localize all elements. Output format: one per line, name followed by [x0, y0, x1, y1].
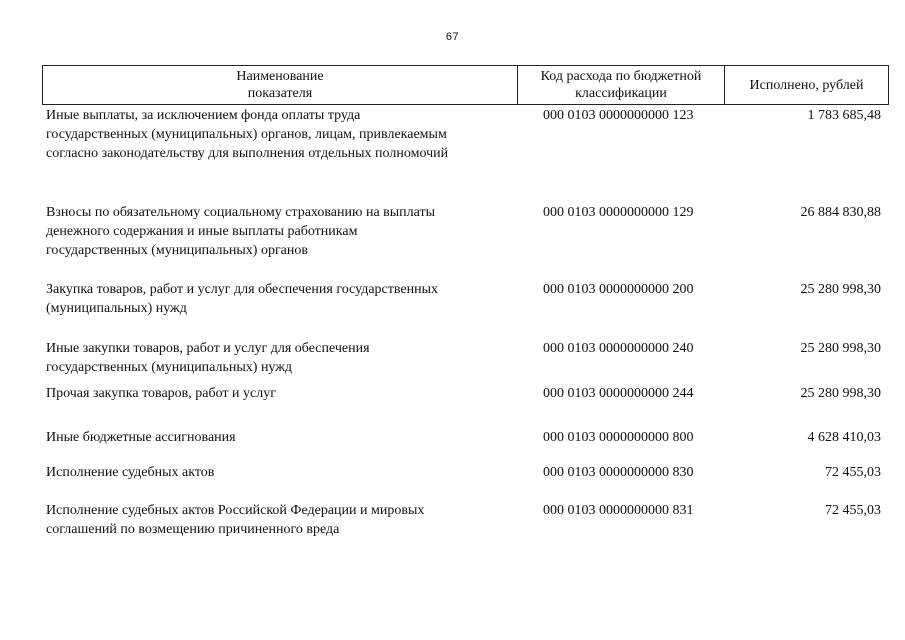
row-name: Взносы по обязательному социальному страхованию на выплаты денежного содержания и иные выплаты работникам государственных (муниципальных) органов: [46, 205, 436, 258]
row-name: Прочая закупка товаров, работ и услуг: [46, 386, 276, 401]
row-amount: 25 280 998,30: [800, 282, 881, 297]
row-amount: 72 455,03: [825, 503, 881, 518]
row-code: 000 0103 0000000000 830: [543, 465, 694, 480]
row-code: 000 0103 0000000000 123: [543, 108, 694, 123]
row-code: 000 0103 0000000000 240: [543, 341, 694, 356]
row-name: Исполнение судебных актов: [46, 465, 215, 480]
header-code-label: Код расхода по бюджетной классификации: [540, 69, 702, 101]
row-name: Исполнение судебных актов Российской Федерации и мировых соглашений по возмещению причиненного вреда: [46, 503, 425, 537]
header-name-label: Наименование показателя: [236, 69, 324, 101]
header-cell-name: [43, 66, 518, 104]
row-amount: 25 280 998,30: [800, 341, 881, 356]
row-name: Иные закупки товаров, работ и услуг для обеспечения государственных (муниципальных) нужд: [46, 341, 370, 375]
row-code: 000 0103 0000000000 831: [543, 503, 694, 518]
row-code: 000 0103 0000000000 800: [543, 430, 694, 445]
row-amount: 72 455,03: [825, 465, 881, 480]
row-code: 000 0103 0000000000 200: [543, 282, 694, 297]
header-cell-amount: [725, 66, 888, 104]
header-cell-code: [518, 66, 725, 104]
row-name: Закупка товаров, работ и услуг для обеспечения государственных (муниципальных) нужд: [46, 282, 439, 316]
page-number: 67: [445, 31, 460, 43]
row-amount: 25 280 998,30: [800, 386, 881, 401]
row-code: 000 0103 0000000000 129: [543, 205, 694, 220]
table-header: [42, 65, 889, 105]
row-amount: 1 783 685,48: [807, 108, 881, 123]
row-name: Иные выплаты, за исключением фонда оплаты труда государственных (муниципальных) органов, лицам, привлекаемым согласно законодательству для выполнения отдельных полномочий: [46, 108, 449, 161]
row-amount: 26 884 830,88: [800, 205, 881, 220]
row-code: 000 0103 0000000000 244: [543, 386, 694, 401]
row-amount: 4 628 410,03: [807, 430, 881, 445]
header-amount-label: Исполнено, рублей: [749, 77, 864, 93]
row-name: Иные бюджетные ассигнования: [46, 430, 236, 445]
